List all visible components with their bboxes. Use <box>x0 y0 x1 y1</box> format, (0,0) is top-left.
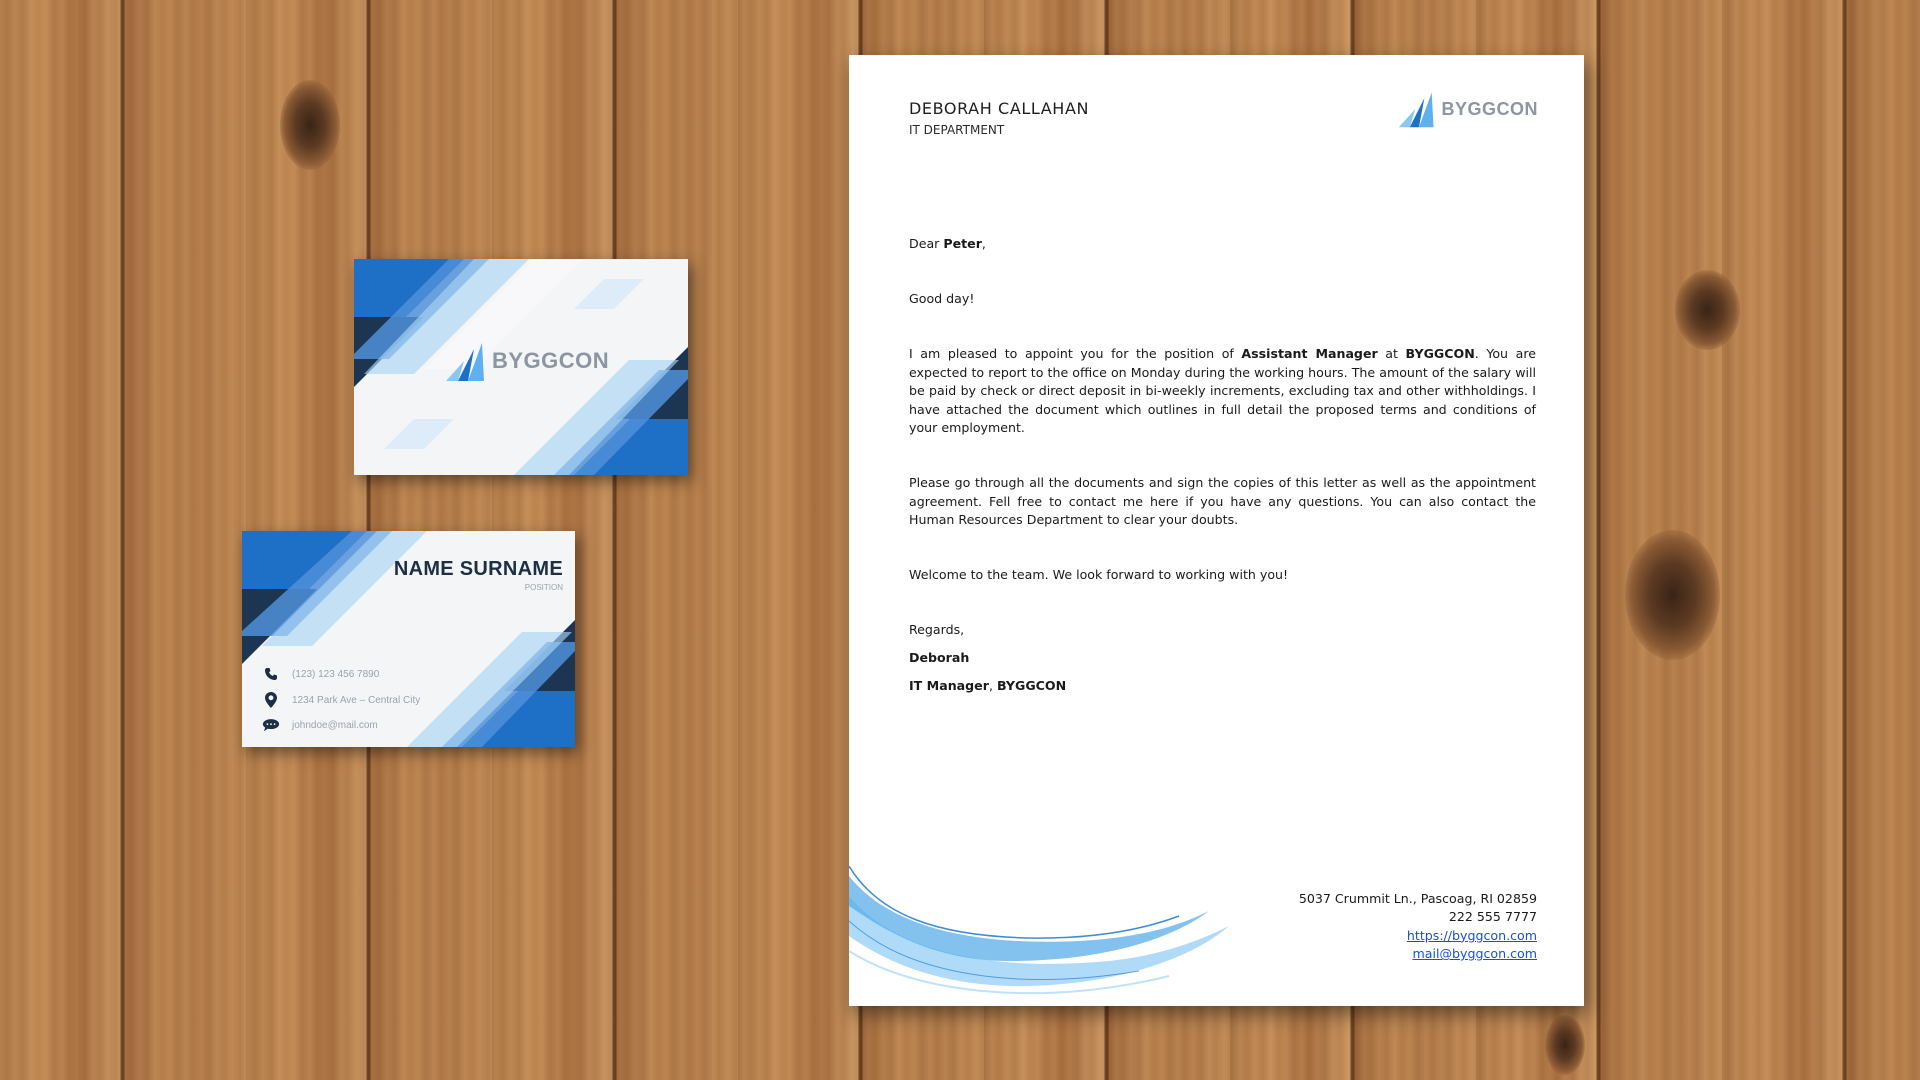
location-pin-icon <box>262 691 280 709</box>
letter-logo-text: BYGGCON <box>1441 98 1538 119</box>
wood-knot <box>1675 270 1740 350</box>
letter-logo <box>1397 88 1538 130</box>
footer-email-link[interactable]: mail@byggcon.com <box>1412 946 1537 962</box>
wood-knot <box>280 80 340 170</box>
sender-name: DEBORAH CALLAHAN <box>909 99 1090 118</box>
sender-department: IT DEPARTMENT <box>909 123 1005 137</box>
role-title: Assistant Manager <box>1241 346 1378 362</box>
paragraph-welcome: Welcome to the team. We look forward to working with you! <box>909 567 1289 583</box>
signature-title: IT Manager, BYGGCON <box>909 678 1067 694</box>
card-front-logo-text: BYGGCON <box>492 348 610 373</box>
card-contact-email <box>262 716 378 734</box>
phone-icon <box>262 665 280 683</box>
footer-contact-block <box>1299 890 1537 964</box>
paragraph-appointment: I am pleased to appoint you for the position of Assistant Manager at BYGGCON. You are expected to report to the office on Monday during the working hours. The amount of the salary will be paid by check or direct deposit in bi-weekly increments, excluding tax and other withholdings. I have attached the document which outlines in full detail the proposed terms and conditions of your employment. <box>909 346 1536 436</box>
chat-icon <box>262 716 280 734</box>
card-holder-name: NAME SURNAME <box>393 558 563 580</box>
greeting: Good day! <box>909 291 975 307</box>
card-phone-text: (123) 123 456 7890 <box>292 668 380 680</box>
footer-wave-graphic <box>849 866 1269 1006</box>
recipient-name: Peter <box>943 236 982 251</box>
letter-body <box>909 235 1536 705</box>
company-name: BYGGCON <box>1405 346 1475 362</box>
card-holder-position: POSITION <box>524 583 563 592</box>
card-email-text: johndoe@mail.com <box>292 719 378 731</box>
card-address-text: 1234 Park Ave – Central City <box>292 694 421 706</box>
card-contact-phone <box>262 665 379 683</box>
business-card-front <box>354 259 688 475</box>
card-contact-address <box>262 691 420 709</box>
card-front-logo <box>444 339 609 383</box>
signature-name: Deborah <box>909 650 970 666</box>
byggcon-sail-logo-icon <box>1397 88 1439 130</box>
salutation: Dear Peter, <box>909 236 986 251</box>
business-card-back <box>242 531 575 747</box>
footer-phone: 222 555 7777 <box>1448 909 1537 925</box>
byggcon-sail-logo-icon <box>444 339 490 383</box>
footer-website-link[interactable]: https://byggcon.com <box>1406 927 1537 943</box>
wood-knot <box>1545 1015 1585 1075</box>
wood-knot <box>1625 530 1720 660</box>
closing: Regards, <box>909 622 965 638</box>
paragraph-documents: Please go through all the documents and sign the copies of this letter as well as the appointment agreement. Fell free to contact me here if you have any questions. You can also contact the Human Resources Department to clear your doubts. <box>909 475 1536 528</box>
footer-address: 5037 Crummit Ln., Pascoag, RI 02859 <box>1298 891 1537 906</box>
letterhead-page <box>849 55 1584 1006</box>
